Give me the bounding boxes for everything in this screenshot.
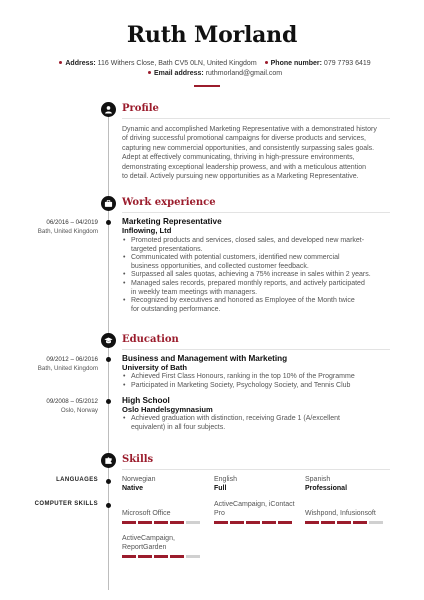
- profile-line: capturing new commercial opportunities, and consistently surpassing sales goals.: [122, 144, 375, 152]
- rating-segment: [154, 521, 168, 524]
- profile-icon: [101, 102, 116, 117]
- job-dates: 06/2016 – 04/2019: [46, 219, 98, 226]
- phone-label: Phone number:: [270, 60, 322, 67]
- profile-heading: Profile: [122, 103, 159, 114]
- rating-segment: [305, 521, 319, 524]
- job-title: Marketing Representative: [122, 217, 222, 226]
- skills-heading: Skills: [122, 454, 154, 465]
- company-name: Inflowing, Ltd: [122, 226, 172, 235]
- rating-segment: [353, 521, 367, 524]
- rating-segment: [122, 555, 136, 558]
- contact-line-2: [0, 70, 424, 77]
- skill-name: ActiveCampaign, iContact Pro: [214, 501, 295, 517]
- rating-segment: [186, 521, 200, 524]
- rating-segment: [262, 521, 276, 524]
- education-location: Oslo, Norway: [60, 407, 98, 414]
- computer-skills-label: COMPUTER SKILLS: [34, 501, 98, 507]
- list-item: • Managed sales records, prepared monthly reports, and actively participated in weekly team meetings with managers.: [122, 280, 390, 297]
- list-item: • Surpassed all sales quotas, achieving a 75% increase in sales within 2 years.: [122, 271, 390, 280]
- graduation-cap-icon: [101, 333, 116, 348]
- skill-rating-bar: [122, 521, 200, 524]
- address-label: Address:: [65, 60, 96, 67]
- bullet-dot: [59, 61, 62, 64]
- education-achievements: [122, 415, 390, 432]
- rating-segment: [337, 521, 351, 524]
- education-achievements: [122, 373, 390, 390]
- section-divider: [122, 118, 390, 119]
- phone-value: 079 7793 6419: [323, 60, 371, 67]
- email-value[interactable]: ruthmorland@gmail.com: [205, 70, 283, 77]
- language-name: Norwegian: [122, 476, 156, 483]
- rating-segment: [278, 521, 292, 524]
- language-level: Full: [214, 485, 227, 492]
- degree-title: Business and Management with Marketing: [122, 354, 288, 363]
- education-location: Bath, United Kingdom: [37, 365, 98, 372]
- section-divider: [122, 469, 390, 470]
- profile-line: demonstrating exceptional leadership prowess, and with a meticulous attention: [122, 163, 366, 171]
- rating-segment: [122, 521, 136, 524]
- list-item: • Promoted products and services, closed sales, and developed new market- targeted presentations.: [122, 237, 390, 254]
- candidate-name: Ruth Morland: [126, 22, 298, 48]
- briefcase-icon: [101, 196, 116, 211]
- bullet-dot: [148, 71, 151, 74]
- rating-segment: [138, 555, 152, 558]
- rating-segment: [154, 555, 168, 558]
- list-item: • Participated in Marketing Society, Psychology Society, and Tennis Club: [122, 382, 390, 391]
- school-name: University of Bath: [122, 363, 187, 372]
- languages-label: LANGUAGES: [56, 477, 98, 483]
- rating-segment: [214, 521, 228, 524]
- email-label: Email address:: [153, 70, 204, 77]
- timeline-dot: [106, 357, 111, 362]
- skill-name: ActiveCampaign, ReportGarden: [122, 535, 175, 551]
- rating-segment: [246, 521, 260, 524]
- job-achievements: [122, 237, 390, 314]
- address-value: 116 Withers Close, Bath CV5 0LN, United Kingdom: [97, 60, 257, 67]
- job-location: Bath, United Kingdom: [37, 228, 98, 235]
- school-name: Oslo Handelsgymnasium: [122, 405, 213, 414]
- language-level: Native: [122, 485, 144, 492]
- rating-segment: [369, 521, 383, 524]
- contact-line-1: [0, 60, 424, 67]
- language-name: English: [214, 476, 237, 483]
- language-name: Spanish: [305, 476, 331, 483]
- skill-rating-bar: [122, 555, 200, 558]
- skill-rating-bar: [305, 521, 383, 524]
- profile-line: Dynamic and accomplished Marketing Representative with a demonstrated history: [122, 126, 377, 133]
- education-dates: 09/2008 – 05/2012: [46, 398, 98, 405]
- language-level: Professional: [305, 485, 348, 492]
- profile-line: of driving successful promotional campaigns for diverse products and services,: [122, 135, 366, 143]
- puzzle-icon: [101, 453, 116, 468]
- list-item: • Achieved First Class Honours, ranking in the top 10% of the Programme: [122, 373, 390, 382]
- rating-segment: [138, 521, 152, 524]
- education-dates: 09/2012 – 06/2016: [46, 356, 98, 363]
- timeline-dot: [106, 479, 111, 484]
- list-item: • Communicated with potential customers, identified new commercial business opportunities, and collected customer feedback.: [122, 254, 390, 271]
- education-heading: Education: [122, 334, 179, 345]
- rating-segment: [321, 521, 335, 524]
- degree-title: High School: [122, 396, 170, 405]
- rating-segment: [230, 521, 244, 524]
- work-heading: Work experience: [122, 197, 216, 208]
- section-divider: [122, 349, 390, 350]
- profile-line: to detail. Actively pursuing new opportunities as a Marketing Representative.: [122, 173, 359, 181]
- skill-rating-bar: [214, 521, 292, 524]
- bullet-dot: [265, 61, 268, 64]
- profile-line: Adept at effectively communicating, thriving in high-pressure environments,: [122, 154, 355, 162]
- name-accent-line: [194, 85, 220, 87]
- section-divider: [122, 212, 390, 213]
- timeline-dot: [106, 399, 111, 404]
- list-item: • Achieved graduation with distinction, receiving Grade 1 (A/excellent equivalent) in all four subjects.: [122, 415, 390, 432]
- profile-summary: [122, 125, 397, 181]
- skill-name: Microsoft Office: [122, 510, 171, 517]
- list-item: • Recognized by executives and honored as Employee of the Month twice for outstanding performance.: [122, 297, 390, 314]
- skill-name: Wishpond, Infusionsoft: [305, 510, 376, 517]
- rating-segment: [170, 555, 184, 558]
- rating-segment: [170, 521, 184, 524]
- rating-segment: [186, 555, 200, 558]
- timeline-dot: [106, 220, 111, 225]
- timeline-dot: [106, 503, 111, 508]
